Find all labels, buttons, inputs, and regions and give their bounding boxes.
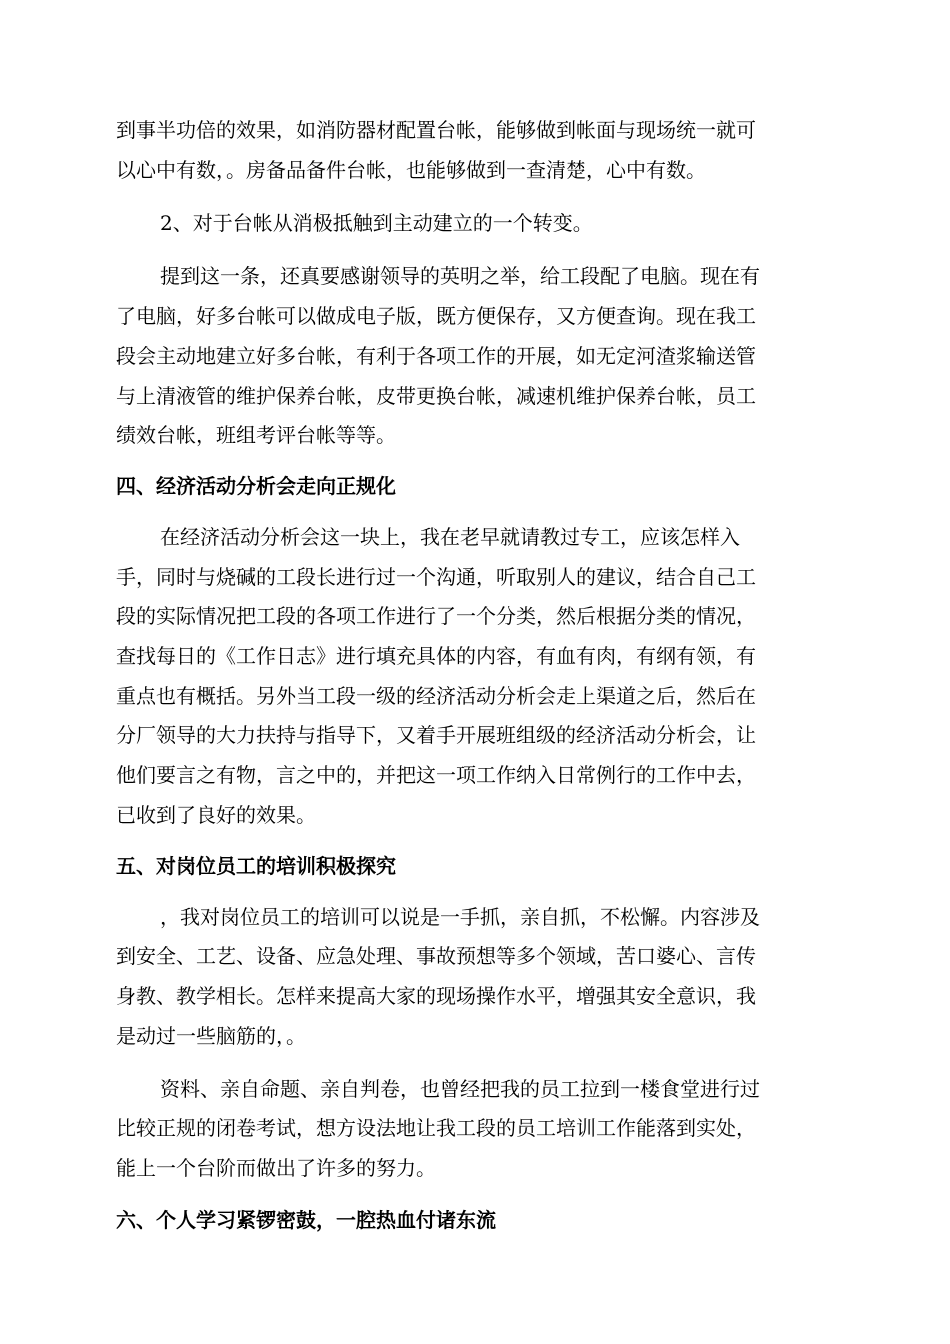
paragraph-line: 绩效台帐，班组考评台帐等等。 xyxy=(116,423,396,447)
paragraph-line: 了电脑，好多台帐可以做成电子版，既方便保存，又方便查询。现在我工 xyxy=(116,304,756,328)
paragraph-line: 身教、教学相长。怎样来提高大家的现场操作水平，增强其安全意识，我 xyxy=(116,984,756,1008)
paragraph-line: 比较正规的闭卷考试，想方设法地让我工段的员工培训工作能落到实处， xyxy=(116,1116,756,1140)
paragraph-line: 查找每日的《工作日志》进行填充具体的内容，有血有肉，有纲有领，有 xyxy=(116,644,756,668)
paragraph-line: 已收到了良好的效果。 xyxy=(116,803,316,827)
paragraph-line: 能上一个台阶而做出了许多的努力。 xyxy=(116,1156,436,1180)
paragraph-line: 段的实际情况把工段的各项工作进行了一个分类，然后根据分类的情况， xyxy=(116,604,756,628)
paragraph-line: 是动过一些脑筋的，。 xyxy=(116,1024,306,1048)
paragraph-line: 在经济活动分析会这一块上，我在老早就请教过专工，应该怎样入 xyxy=(160,525,740,549)
paragraph-line: 到事半功倍的效果，如消防器材配置台帐，能够做到帐面与现场统一就可 xyxy=(116,118,756,142)
paragraph-line: 手，同时与烧碱的工段长进行过一个沟通，听取别人的建议，结合自己工 xyxy=(116,565,756,589)
paragraph-line: 以心中有数，。房备品备件台帐，也能够做到一查清楚，心中有数。 xyxy=(116,158,706,182)
section-heading: 四、经济活动分析会走向正规化 xyxy=(116,474,396,498)
paragraph-line: 提到这一条，还真要感谢领导的英明之举，给工段配了电脑。现在有 xyxy=(160,264,760,288)
paragraph-line: 分厂领导的大力扶持与指导下，又着手开展班组级的经济活动分析会，让 xyxy=(116,723,756,747)
section-heading: 五、对岗位员工的培训积极探究 xyxy=(116,854,396,878)
section-heading: 六、个人学习紧锣密鼓，一腔热血付诸东流 xyxy=(116,1208,496,1232)
paragraph-line: 他们要言之有物，言之中的，并把这一项工作纳入日常例行的工作中去， xyxy=(116,763,756,787)
paragraph-line: 资料、亲自命题、亲自判卷，也曾经把我的员工拉到一楼食堂进行过 xyxy=(160,1077,760,1101)
paragraph-line: ，我对岗位员工的培训可以说是一手抓，亲自抓，不松懈。内容涉及 xyxy=(160,905,760,929)
paragraph-line: 2、对于台帐从消极抵触到主动建立的一个转变。 xyxy=(160,211,593,235)
paragraph-line: 段会主动地建立好多台帐，有利于各项工作的开展，如无定河渣浆输送管 xyxy=(116,344,756,368)
paragraph-line: 与上清液管的维护保养台帐，皮带更换台帐，减速机维护保养台帐，员工 xyxy=(116,384,756,408)
paragraph-line: 重点也有概括。另外当工段一级的经济活动分析会走上渠道之后，然后在 xyxy=(116,684,756,708)
paragraph-line: 到安全、工艺、设备、应急处理、事故预想等多个领域，苦口婆心、言传 xyxy=(116,944,756,968)
